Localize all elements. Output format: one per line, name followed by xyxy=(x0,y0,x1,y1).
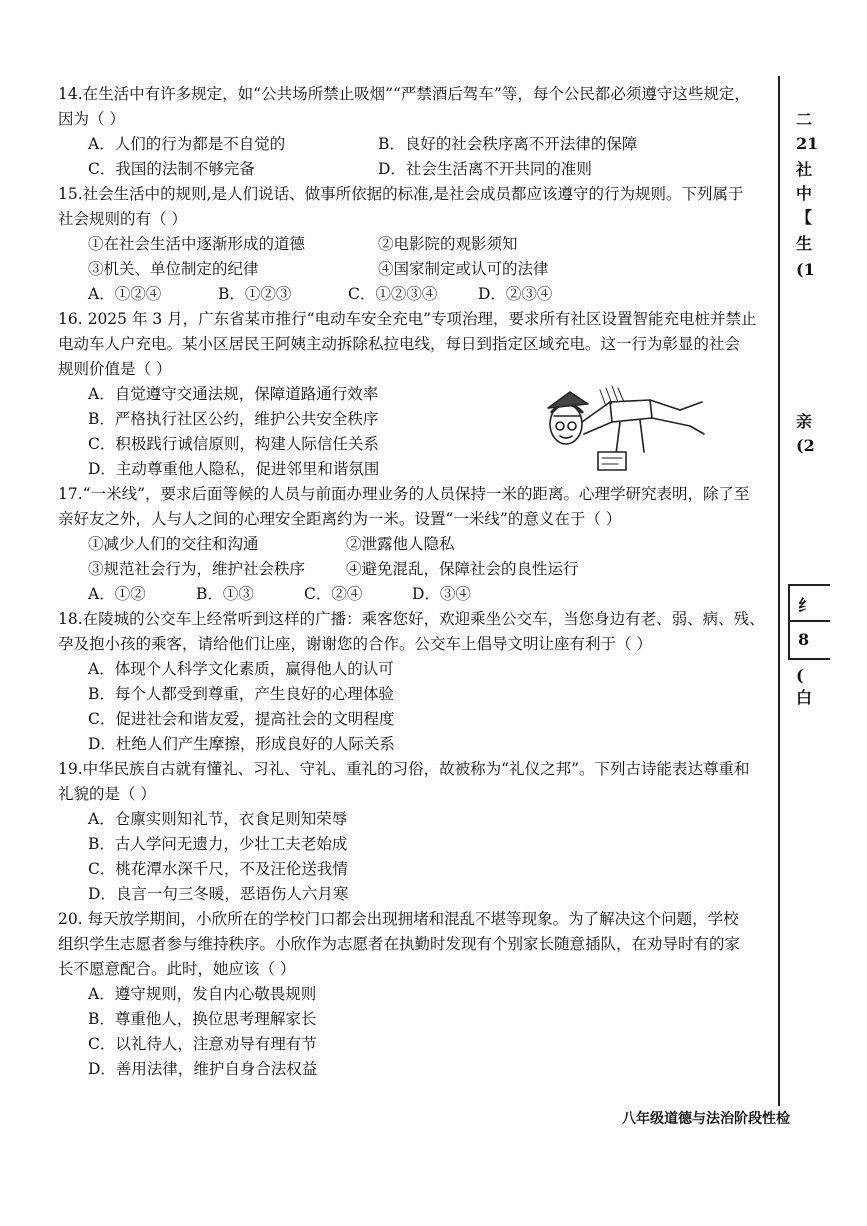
side-char-1: 二 xyxy=(796,110,813,129)
option-c: C．积极践行诚信原则，构建人际信任关系 xyxy=(88,435,379,453)
question-17-stem-line-2: 亲好友之外，人与人之间的心理安全距离约为一米。设置“一米线”的意义在于（ ） xyxy=(58,510,622,528)
option-c: C．促进社会和谐友爱，提高社会的文明程度 xyxy=(88,710,395,728)
option-a: A．①②④ xyxy=(88,285,162,303)
question-15-options xyxy=(58,282,770,307)
question-17-statements-34 xyxy=(58,557,770,582)
question-20-stem-line-1: 20. 每天放学期间，小欣所在的学校门口都会出现拥堵和混乱不堪等现象。为了解决这个问题，学校 xyxy=(58,910,739,928)
statement-1: ①减少人们的交往和沟通 xyxy=(88,535,259,553)
question-14-stem-line-1: 14.在生活中有许多规定，如“公共场所禁止吸烟”“严禁酒后驾车”等，每个公民都必须遵守这些规定， xyxy=(58,85,750,103)
question-14-stem-line-2: 因为（ ） xyxy=(58,110,125,128)
question-17-options xyxy=(58,582,770,607)
question-20-stem-line-3: 长不愿意配合。此时，她应该（ ） xyxy=(58,960,296,978)
option-d: D．②③④ xyxy=(478,285,553,303)
statement-4: ④避免混乱，保障社会的良性运行 xyxy=(346,560,579,578)
side-char-8: 亲 xyxy=(796,412,813,431)
question-15-stem-line-2: 社会规则的有（ ） xyxy=(58,210,187,228)
page-divider-line xyxy=(778,76,780,1106)
side-char-13: 白 xyxy=(796,688,813,707)
option-c: C．②④ xyxy=(304,585,363,603)
question-19-stem-line-1: 19.中华民族自古就有懂礼、习礼、守礼、重礼的习俗，故被称为“礼仪之邦”。下列古诗能表达尊重和 xyxy=(58,760,750,778)
option-b: B．①③ xyxy=(196,585,254,603)
cartoon-illustration xyxy=(540,382,710,482)
side-char-2: 21 xyxy=(796,134,819,153)
option-c: C．我国的法制不够完备 xyxy=(88,160,255,178)
option-a: A．体现个人科学文化素质，赢得他人的认可 xyxy=(88,660,394,678)
option-c: C．①②③④ xyxy=(348,285,438,303)
question-15 xyxy=(58,182,770,307)
question-20 xyxy=(58,907,770,1082)
option-d: D．主动尊重他人隐私，促进邻里和谐氛围 xyxy=(88,460,380,478)
side-char-9: (2 xyxy=(796,436,815,455)
option-a: A．遵守规则，发自内心敬畏规则 xyxy=(88,985,317,1003)
side-char-11: 8 xyxy=(798,630,810,649)
question-15-stem-line-1: 15.社会生活中的规则,是人们说话、做事所依据的标准,是社会成员都应该遵守的行为规则。下列属于 xyxy=(58,185,744,203)
question-16-stem-line-1: 16. 2025 年 3 月，广东省某市推行“电动车安全充电”专项治理，要求所有社区设置智能充电桩并禁止 xyxy=(58,310,757,328)
question-17-statements-12 xyxy=(58,532,770,557)
option-a: A．①② xyxy=(88,585,146,603)
option-b: B．古人学问无遗力，少壮工夫老始成 xyxy=(88,835,348,853)
question-18-stem-line-2: 孕及抱小孩的乘客，请给他们让座，谢谢您的合作。公交车上倡导文明让座有利于（ ） xyxy=(58,635,652,653)
question-14-options-cd xyxy=(58,157,770,182)
option-d: D．善用法律，维护自身合法权益 xyxy=(88,1060,318,1078)
side-char-10: 纟 xyxy=(798,596,815,615)
question-14-options-ab xyxy=(58,132,770,157)
option-c: C．以礼待人，注意劝导有理有节 xyxy=(88,1035,317,1053)
option-d: D．良言一句三冬暖，恶语伤人六月寒 xyxy=(88,885,349,903)
option-b: B．良好的社会秩序离不开法律的保障 xyxy=(378,135,638,153)
page-footer: 八年级道德与法治阶段性检 xyxy=(622,1111,790,1127)
option-d: D．③④ xyxy=(412,585,471,603)
side-char-5: 【 xyxy=(796,208,813,227)
question-16-stem-line-2: 电动车人户充电。某小区居民王阿姨主动拆除私拉电线，每日到指定区域充电。这一行为彰显的社会 xyxy=(58,335,741,353)
option-a: A．自觉遵守交通法规，保障道路通行效率 xyxy=(88,385,379,403)
question-16-stem-line-3: 规则价值是（ ） xyxy=(58,360,172,378)
side-char-12: ( xyxy=(796,666,804,685)
side-char-6: 生 xyxy=(796,234,813,253)
statement-3: ③规范社会行为，维护社会秩序 xyxy=(88,560,306,578)
question-18 xyxy=(58,607,770,757)
option-d: D．社会生活离不开共同的准则 xyxy=(378,160,592,178)
question-column xyxy=(58,82,770,1082)
option-b: B．①②③ xyxy=(218,285,292,303)
option-a: A．人们的行为都是不自觉的 xyxy=(88,135,286,153)
option-b: B．每个人都受到尊重，产生良好的心理体验 xyxy=(88,685,394,703)
question-15-statements-12 xyxy=(58,232,770,257)
question-18-stem-line-1: 18.在陵城的公交车上经常听到这样的广播：乘客您好，欢迎乘坐公交车，当您身边有老、弱、病、残、 xyxy=(58,610,765,628)
question-14 xyxy=(58,82,770,182)
option-c: C．桃花潭水深千尺，不及汪伦送我情 xyxy=(88,860,348,878)
side-char-3: 社 xyxy=(796,160,813,179)
statement-2: ②电影院的观影须知 xyxy=(378,235,518,253)
statement-4: ④国家制定或认可的法律 xyxy=(378,260,549,278)
option-d: D．杜绝人们产生摩擦，形成良好的人际关系 xyxy=(88,735,395,753)
statement-2: ②泄露他人隐私 xyxy=(346,535,455,553)
question-20-stem-line-2: 组织学生志愿者参与维持秩序。小欣作为志愿者在执勤时发现有个别家长随意插队，在劝导时有的家 xyxy=(58,935,741,953)
question-17-stem-line-1: 17.“一米线”，要求后面等候的人员与前面办理业务的人员保持一米的距离。心理学研究表明，除了至 xyxy=(58,485,750,503)
statement-1: ①在社会生活中逐渐形成的道德 xyxy=(88,235,306,253)
question-17 xyxy=(58,482,770,607)
statement-3: ③机关、单位制定的纪律 xyxy=(88,260,259,278)
side-char-7: (1 xyxy=(796,260,815,279)
option-a: A．仓廪实则知礼节，衣食足则知荣辱 xyxy=(88,810,348,828)
option-b: B．严格执行社区公约，维护公共安全秩序 xyxy=(88,410,379,428)
question-19-stem-line-2: 礼貌的是（ ） xyxy=(58,785,156,803)
option-b: B．尊重他人，换位思考理解家长 xyxy=(88,1010,317,1028)
side-char-4: 中 xyxy=(796,184,813,203)
question-15-statements-34 xyxy=(58,257,770,282)
question-19 xyxy=(58,757,770,907)
